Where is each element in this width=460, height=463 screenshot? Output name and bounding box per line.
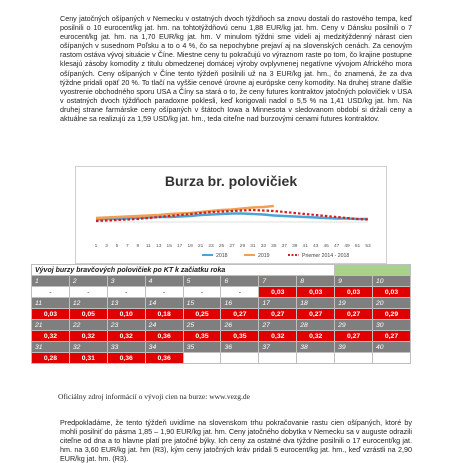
x-tick-label: 23 (208, 244, 214, 249)
table-value-cell: 0,29 (373, 309, 411, 320)
table-value-cell: - (221, 287, 259, 298)
table-week-header: 39 (335, 342, 373, 353)
x-tick-label: 45 (323, 244, 329, 249)
x-tick-label: 41 (302, 244, 308, 249)
table-week-header: 4 (145, 276, 183, 287)
table-value-cell: - (183, 287, 221, 298)
table-value-cell: 0,28 (32, 353, 70, 364)
table-week-header: 27 (259, 320, 297, 331)
table-week-header: 24 (145, 320, 183, 331)
x-tick-label: 39 (292, 244, 298, 249)
table-value-cell (335, 353, 373, 364)
chart-container (75, 166, 387, 264)
table-value-cell: 0,18 (145, 309, 183, 320)
table-week-header: 38 (297, 342, 335, 353)
table-value-cell: 0,27 (335, 309, 373, 320)
x-tick-label: 5 (115, 244, 119, 249)
table-week-header: 2 (69, 276, 107, 287)
x-tick-label: 7 (126, 244, 129, 249)
table-value-cell: 0,03 (32, 309, 70, 320)
x-tick-label: 25 (218, 244, 225, 249)
table-value-cell: 0,32 (259, 331, 297, 342)
table-value-cell: 0,36 (145, 331, 183, 342)
table-week-header: 5 (183, 276, 221, 287)
table-value-cell: 0,32 (69, 331, 107, 342)
legend-label: 2019 (258, 253, 270, 259)
table-week-header: 20 (373, 298, 411, 309)
table-value-cell: 0,10 (107, 309, 145, 320)
table-week-header: 16 (221, 298, 259, 309)
x-tick-label: 31 (250, 244, 256, 249)
table-week-header: 10 (373, 276, 411, 287)
table-week-header: 8 (297, 276, 335, 287)
table-week-header: 35 (183, 342, 221, 353)
table-value-cell: 0,03 (297, 287, 335, 298)
table-week-header: 33 (107, 342, 145, 353)
x-tick-label: 13 (156, 244, 162, 249)
table-value-cell: 0,03 (373, 287, 411, 298)
table-week-header: 31 (32, 342, 70, 353)
table-value-cell: 0,03 (335, 287, 373, 298)
x-tick-label: 9 (136, 244, 140, 249)
x-tick-label: 15 (166, 244, 172, 249)
table-week-header: 7 (259, 276, 297, 287)
x-tick-label: 49 (344, 244, 350, 249)
table-week-header: 12 (69, 298, 107, 309)
table-value-cell: 0,36 (145, 353, 183, 364)
table-week-header: 34 (145, 342, 183, 353)
x-tick-label: 51 (354, 244, 361, 249)
table-value-cell (297, 353, 335, 364)
chart-title: Burza br. polovičiek (164, 173, 298, 189)
intro-paragraph: Ceny jatočných ošípaných v Nemecku v ostatných dvoch týždňoch sa znovu dostali do rastového tempa, keď posilnili o 10 eurocent/kg jat. hm. na tohtotýždňovú cenu 1,88 EUR/kg jat. hm. Ceny v Dánsku posilnili o 7 eurocent/kg jat. hm. na 1,70 EUR/kg jat. hm. V minulom týždni sme videli aj medzitýždenný nárast cien ošípaných v susednom Poľsku a to o 4 %, čo sa nepochybne prejaví aj na slovenských cenách. Za cenovým rastom ostáva vývoj situácie v Číne. Miestne ceny tu pokračujú vo výraznom raste po tom, čo krajine postupne klesajú zásoby komodity z titulu obmedzenej domácej výroby ovplyvnenej negatívne vývojom Afrického mora ošípaných. Ceny ošípaných v Číne tento týždeň posilnili už na 3 EUR/kg jat. hm., čo znamená, že za dva týždne pridali opäť 20 %. To tlačí na vyššie cenové úrovne aj európske ceny komodity. Na druhej strane ďalšie vyostrenie obchodného sporu USA a Číny sa stará o to, že ceny futures kontraktov jatočných polovičiek v USA v ostatných dvoch týždňoch paradoxne poklesli, keď korigovali nadol o 5,5 % na 1,41 USD/kg jat. hm. Na druhej strane farmárske ceny ošípaných v štátoch Iowa a Minnesota v sledovanom období si držali ceny a aktuálne sa realizujú za 1,59 USD/kg jat. hm., teda citeľne nad burzovými cenami futures kontraktov. (60, 14, 412, 124)
table-value-cell: 0,05 (69, 309, 107, 320)
legend-label: Priemer 2014 - 2018 (302, 253, 350, 259)
table-value-cell: 0,32 (107, 331, 145, 342)
table-week-header: 14 (145, 298, 183, 309)
x-tick-label: 35 (271, 244, 277, 249)
table-week-header: 25 (183, 320, 221, 331)
table-value-cell: 0,27 (221, 309, 259, 320)
table-week-header: 11 (32, 298, 70, 309)
table-value-cell: 0,27 (297, 309, 335, 320)
table-week-header: 15 (183, 298, 221, 309)
x-tick-label: 1 (94, 244, 98, 249)
table-value-cell: 0,27 (259, 309, 297, 320)
legend-label: 2018 (216, 253, 228, 259)
price-table (31, 264, 411, 364)
table-week-header: 3 (107, 276, 145, 287)
table-week-header: 30 (373, 320, 411, 331)
x-tick-label: 43 (313, 244, 319, 249)
table-week-header: 1 (32, 276, 70, 287)
closing-paragraph: Predpokladáme, že tento týždeň uvidíme na slovenskom trhu pokračovanie rastu cien ošípaných, ktoré by mohli posilniť do pásma 1,85 – 1,90 EUR/kg jat. hm. Ceny jatočného dobytka v Nemecku sa v auguste odrazili citeľne od dna a to hlavne platí pre jatočné býky. Ich ceny za ostatné dva týždne posilnili o 17 eurocent/kg jat. hm. na 3,60 EUR/kg jat. hm (R3), kým ceny jatočných kráv pridali 5 eurocent/kg jat. hm., keď vzrástli na 2,90 EUR/kg jat. hm. (R3). (60, 418, 412, 463)
table-value-cell (221, 353, 259, 364)
table-caption: Vývoj burzy bravčových polovičiek po KT k začiatku roka (32, 265, 335, 276)
table-value-cell (259, 353, 297, 364)
x-tick-label: 11 (145, 244, 151, 249)
table-value-cell: 0,31 (69, 353, 107, 364)
table-value-cell: 0,32 (297, 331, 335, 342)
x-tick-label: 53 (365, 244, 371, 249)
table-value-cell (373, 353, 411, 364)
x-tick-label: 27 (229, 244, 235, 249)
table-value-cell: 0,27 (335, 331, 373, 342)
table-value-cell: 0,03 (259, 287, 297, 298)
table-week-header: 29 (335, 320, 373, 331)
table-value-cell: - (32, 287, 70, 298)
x-tick-label: 19 (187, 244, 193, 249)
table-value-cell (183, 353, 221, 364)
table-week-header: 22 (69, 320, 107, 331)
x-tick-label: 47 (333, 244, 340, 249)
table-week-header: 23 (107, 320, 145, 331)
table-week-header: 26 (221, 320, 259, 331)
table-week-header: 37 (259, 342, 297, 353)
table-week-header: 18 (297, 298, 335, 309)
source-note: Oficiálny zdroj informácií o vývoji cien na burze: www.vezg.de (58, 392, 250, 401)
table-week-header: 9 (335, 276, 373, 287)
table-week-header: 21 (32, 320, 70, 331)
table-week-header: 6 (221, 276, 259, 287)
table-value-cell: 0,35 (221, 331, 259, 342)
x-tick-label: 37 (281, 244, 287, 249)
table-value-cell: 0,32 (32, 331, 70, 342)
table-week-header: 13 (107, 298, 145, 309)
table-week-header: 40 (373, 342, 411, 353)
x-tick-label: 3 (105, 244, 108, 249)
x-tick-label: 33 (260, 244, 267, 249)
table-value-cell: - (69, 287, 107, 298)
table-value-cell: 0,35 (183, 331, 221, 342)
x-tick-label: 29 (239, 244, 246, 249)
table-value-cell: - (145, 287, 183, 298)
table-week-header: 28 (297, 320, 335, 331)
line-chart (76, 167, 386, 263)
x-tick-label: 21 (197, 244, 204, 249)
table-value-cell: 0,27 (373, 331, 411, 342)
table-week-header: 19 (335, 298, 373, 309)
table-week-header: 17 (259, 298, 297, 309)
table-week-header: 36 (221, 342, 259, 353)
table-week-header: 32 (69, 342, 107, 353)
table-value-cell: 0,25 (183, 309, 221, 320)
x-tick-label: 17 (177, 244, 183, 249)
table-value-cell: 0,36 (107, 353, 145, 364)
table-value-cell: - (107, 287, 145, 298)
table-caption-highlight (335, 265, 411, 276)
